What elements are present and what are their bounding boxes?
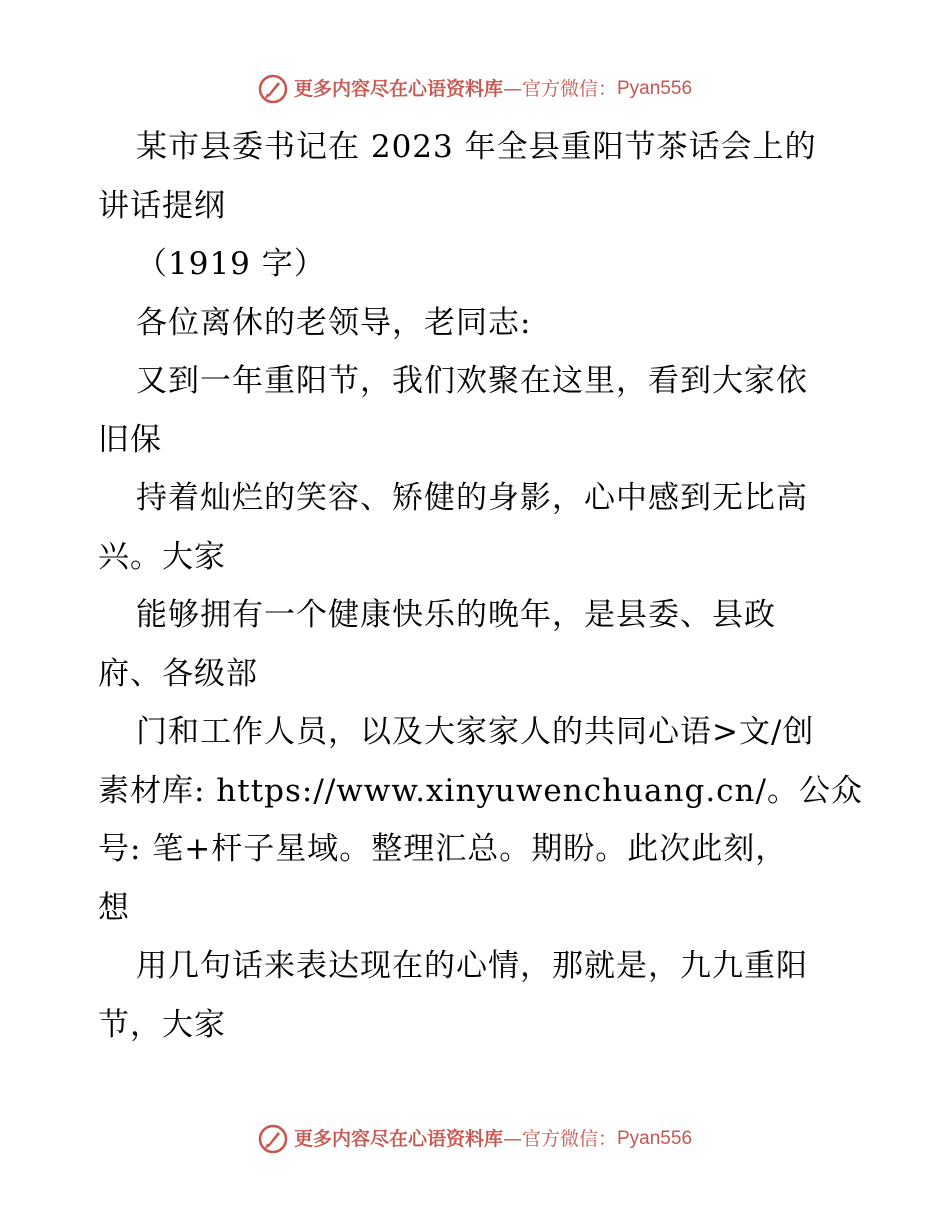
document-line: 兴。大家 bbox=[98, 538, 226, 575]
document-line: 用几句话来表达现在的心情，那就是，九九重阳 bbox=[136, 948, 808, 984]
document-line: 府、各级部 bbox=[98, 655, 258, 692]
footer-watermark-banner bbox=[0, 1122, 950, 1156]
banner-sub-text: 官方微信： bbox=[521, 78, 617, 100]
document-line: 门和工作人员，以及大家家人的共同心语>文/创 bbox=[136, 714, 815, 750]
document-line: 各位离休的老领导，老同志: bbox=[136, 304, 532, 341]
header-watermark-banner bbox=[0, 72, 950, 106]
quill-pen-seal-icon bbox=[258, 1124, 288, 1154]
banner-main-text: 更多内容尽在心语资料库 bbox=[293, 78, 503, 100]
document-line: 讲话提纲 bbox=[98, 187, 226, 224]
banner-separator: — bbox=[502, 78, 522, 100]
banner-separator: — bbox=[502, 1128, 522, 1150]
document-line: 节，大家 bbox=[98, 1006, 226, 1043]
document-line: 想 bbox=[98, 889, 130, 926]
document-line: 持着灿烂的笑容、矫健的身影，心中感到无比高 bbox=[136, 480, 808, 516]
document-line: 又到一年重阳节，我们欢聚在这里，看到大家依 bbox=[136, 363, 808, 399]
quill-pen-seal-icon bbox=[258, 74, 288, 104]
banner-wechat-id: Pyan556 bbox=[617, 1128, 693, 1149]
banner-wechat-id: Pyan556 bbox=[617, 78, 693, 99]
banner-sub-text: 官方微信： bbox=[521, 1128, 617, 1150]
document-line: 能够拥有一个健康快乐的晚年，是县委、县政 bbox=[136, 597, 776, 633]
document-body bbox=[98, 118, 863, 1054]
document-line: 素材库: https://www.xinyuwenchuang.cn/。公众 bbox=[98, 772, 863, 809]
document-line: 旧保 bbox=[98, 421, 162, 458]
document-line: 某市县委书记在 2023 年全县重阳节茶话会上的 bbox=[136, 129, 817, 165]
document-line: （1919 字） bbox=[136, 246, 326, 282]
banner-main-text: 更多内容尽在心语资料库 bbox=[293, 1128, 503, 1150]
document-line: 号: 笔+杆子星域。整理汇总。期盼。此次此刻， bbox=[98, 831, 788, 867]
